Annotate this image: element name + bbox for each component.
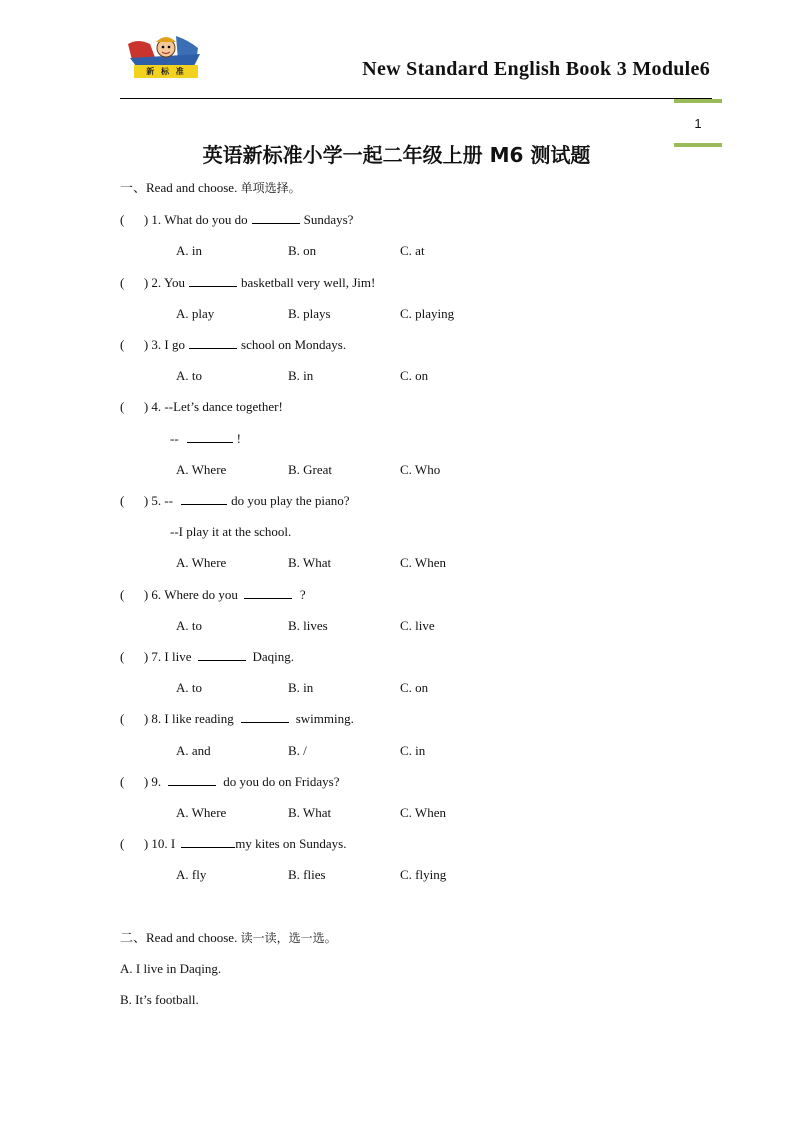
section1-heading-en: 一、Read and choose. xyxy=(120,180,238,195)
question-4-reply xyxy=(170,431,241,447)
q3-option-b[interactable]: B. in xyxy=(288,368,314,383)
question-9: ( ) 9. do you do on Fridays? xyxy=(120,774,340,789)
q3-text: ) 3. I go xyxy=(143,337,186,352)
header-divider xyxy=(120,98,712,99)
q6-blank[interactable] xyxy=(244,587,292,599)
page-number: 1 xyxy=(694,116,702,131)
q7-option-c[interactable]: C. on xyxy=(400,680,429,695)
q1-option-a[interactable]: A. in xyxy=(176,243,202,258)
document-title: 英语新标准小学一起二年级上册 M6 测试题 xyxy=(202,143,591,167)
q7-text: ) 7. I live xyxy=(143,649,192,664)
q8-option-a[interactable]: A. and xyxy=(176,743,211,758)
q6-text-after: ? xyxy=(299,587,306,602)
q6-option-c[interactable]: C. live xyxy=(400,618,435,633)
q3-blank[interactable] xyxy=(189,337,237,349)
q8-text-after: swimming. xyxy=(295,711,354,726)
q5-text-after: do you play the piano? xyxy=(231,493,350,508)
q1-text-after: Sundays? xyxy=(303,212,354,227)
question-1: ( ) 1. What do you do Sundays? xyxy=(120,212,354,227)
q1-option-c[interactable]: C. at xyxy=(400,243,425,258)
q4-reply-suffix: ! xyxy=(236,431,242,446)
q6-option-b[interactable]: B. lives xyxy=(288,618,328,633)
q2-text: ) 2. You xyxy=(143,275,186,290)
q4-option-b[interactable]: B. Great xyxy=(288,462,333,477)
logo-label: 新 标 准 xyxy=(134,65,198,78)
q4-option-c[interactable]: C. Who xyxy=(400,462,441,477)
q1-blank[interactable] xyxy=(252,212,300,224)
q4-reply-prefix: -- xyxy=(170,431,179,446)
q10-text-after: my kites on Sundays. xyxy=(235,836,347,851)
q9-option-a[interactable]: A. Where xyxy=(176,805,227,820)
q2-option-a[interactable]: A. play xyxy=(176,306,215,321)
section1-heading-cn: 单项选择。 xyxy=(240,181,301,195)
q3-option-a[interactable]: A. to xyxy=(176,368,202,383)
q9-text-after: do you do on Fridays? xyxy=(223,774,340,789)
q7-text-after: Daqing. xyxy=(252,649,295,664)
q5-text: ) 5. -- xyxy=(143,493,174,508)
section2-item-b: B. It’s football. xyxy=(120,992,199,1007)
q10-text: ) 10. I xyxy=(143,836,176,851)
question-10: ( ) 10. I my kites on Sundays. xyxy=(120,836,347,851)
q9-option-c[interactable]: C. When xyxy=(400,805,446,820)
q3-option-c[interactable]: C. on xyxy=(400,368,429,383)
q8-text: ) 8. I like reading xyxy=(143,711,234,726)
section2-item-a: A. I live in Daqing. xyxy=(120,961,222,976)
q4-text: ) 4. --Let’s dance together! xyxy=(143,399,283,414)
question-6: ( ) 6. Where do you ? xyxy=(120,587,306,602)
question-4: ( ) 4. --Let’s dance together! xyxy=(120,399,283,414)
page-number-bar-top xyxy=(674,99,722,103)
question-5-reply: --I play it at the school. xyxy=(170,524,292,539)
q2-blank[interactable] xyxy=(189,275,237,287)
q8-option-b[interactable]: B. / xyxy=(288,743,307,758)
question-5: ( ) 5. -- do you play the piano? xyxy=(120,493,350,508)
q6-option-a[interactable]: A. to xyxy=(176,618,202,633)
section1-heading xyxy=(120,180,301,196)
q3-text-after: school on Mondays. xyxy=(241,337,347,352)
section2-heading-cn: 读一读，选一选。 xyxy=(240,931,337,945)
section2-heading-en: 二、Read and choose. xyxy=(120,930,238,945)
q5-blank[interactable] xyxy=(181,493,227,505)
q10-option-c[interactable]: C. flying xyxy=(400,867,447,882)
q7-option-b[interactable]: B. in xyxy=(288,680,314,695)
question-7: ( ) 7. I live Daqing. xyxy=(120,649,295,664)
q10-option-a[interactable]: A. fly xyxy=(176,867,207,882)
q2-option-c[interactable]: C. playing xyxy=(400,306,455,321)
q7-option-a[interactable]: A. to xyxy=(176,680,202,695)
q1-text: ) 1. What do you do xyxy=(143,212,248,227)
section2-heading xyxy=(120,930,337,946)
q5-option-c[interactable]: C. When xyxy=(400,555,446,570)
q1-option-b[interactable]: B. on xyxy=(288,243,317,258)
q8-blank[interactable] xyxy=(241,711,289,723)
question-2: ( ) 2. You basketball very well, Jim! xyxy=(120,275,376,290)
q10-blank[interactable] xyxy=(181,836,235,848)
question-3: ( ) 3. I go school on Mondays. xyxy=(120,337,347,352)
q2-text-after: basketball very well, Jim! xyxy=(241,275,376,290)
q7-blank[interactable] xyxy=(198,649,246,661)
q9-blank[interactable] xyxy=(168,774,216,786)
q5-option-a[interactable]: A. Where xyxy=(176,555,227,570)
q9-option-b[interactable]: B. What xyxy=(288,805,332,820)
header-title: New Standard English Book 3 Module6 xyxy=(362,58,710,80)
q9-text: ) 9. xyxy=(143,774,162,789)
q4-option-a[interactable]: A. Where xyxy=(176,462,227,477)
q10-option-b[interactable]: B. flies xyxy=(288,867,326,882)
publisher-logo xyxy=(126,30,204,82)
q8-option-c[interactable]: C. in xyxy=(400,743,426,758)
q2-option-b[interactable]: B. plays xyxy=(288,306,331,321)
question-8: ( ) 8. I like reading swimming. xyxy=(120,711,354,726)
q5-option-b[interactable]: B. What xyxy=(288,555,332,570)
q4-blank[interactable] xyxy=(187,431,233,443)
q6-text: ) 6. Where do you xyxy=(143,587,238,602)
